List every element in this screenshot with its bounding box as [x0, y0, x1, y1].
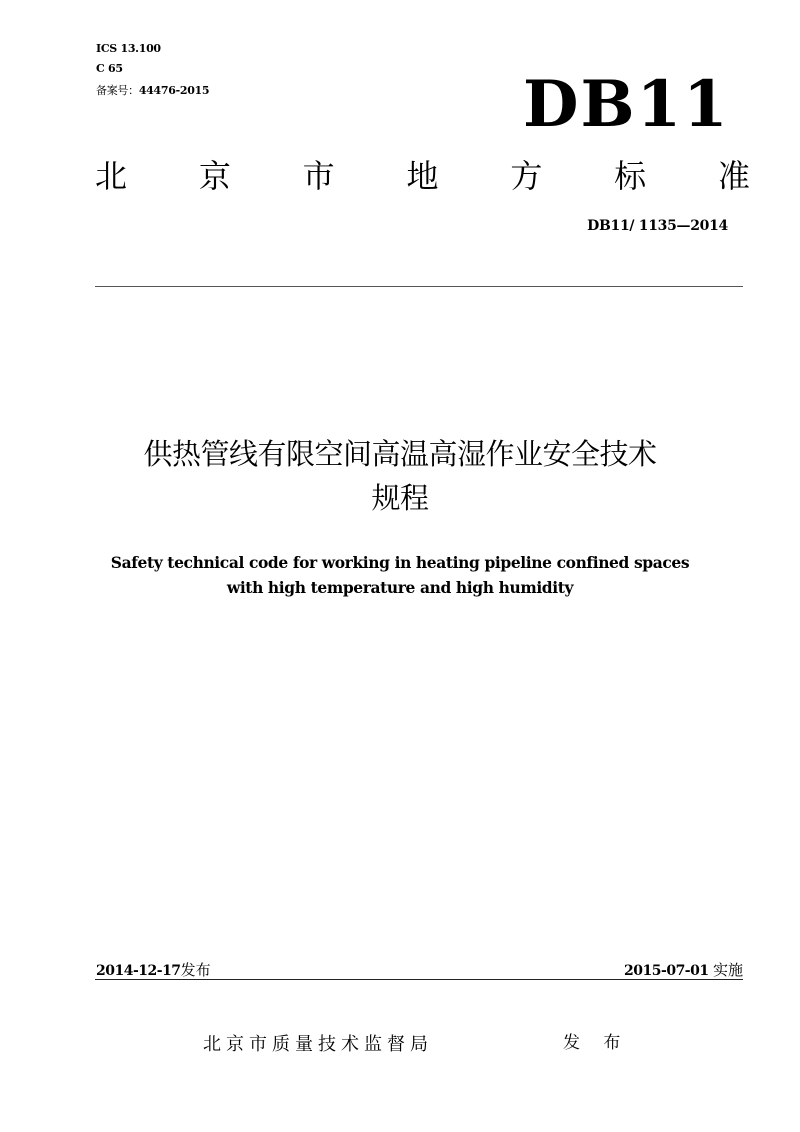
title-char: 京	[198, 157, 231, 195]
title-char: 北	[95, 157, 128, 195]
document-title-en	[40, 550, 760, 600]
implement-date: 2015-07-01	[624, 963, 709, 979]
implement-label: 实施	[712, 961, 743, 979]
record-label: 备案号：	[96, 84, 139, 97]
db-logo: DB11	[523, 67, 730, 142]
standard-category-title	[95, 156, 750, 196]
title-en-line2: with high temperature and high humidity	[226, 578, 574, 597]
ccs-code: C 65	[96, 62, 123, 75]
record-number-line	[96, 84, 209, 98]
publisher-name: 北京市质量技术监督局	[203, 1034, 433, 1055]
issue-label: 发布	[180, 961, 211, 979]
title-char: 准	[717, 157, 750, 195]
title-en-line1: Safety technical code for working in heating pipeline confined spaces	[110, 553, 690, 572]
ics-code: ICS 13.100	[96, 42, 161, 55]
implement-date-line	[624, 960, 743, 981]
title-char: 市	[302, 157, 335, 195]
issue-date-line	[96, 960, 211, 981]
date-divider	[95, 979, 743, 980]
title-cn-line1: 供热管线有限空间高温高湿作业安全技术	[143, 437, 657, 471]
title-char: 地	[406, 157, 439, 195]
header-divider	[95, 286, 743, 287]
publish-label: 发 布	[563, 1033, 630, 1053]
issue-date: 2014-12-17	[96, 963, 181, 979]
title-char: 方	[510, 157, 543, 195]
title-char: 标	[614, 157, 647, 195]
record-number: 44476-2015	[138, 84, 210, 97]
title-cn-line2: 规程	[371, 481, 429, 515]
document-title-cn	[60, 432, 740, 520]
standard-number: DB11/ 1135—2014	[587, 218, 728, 234]
